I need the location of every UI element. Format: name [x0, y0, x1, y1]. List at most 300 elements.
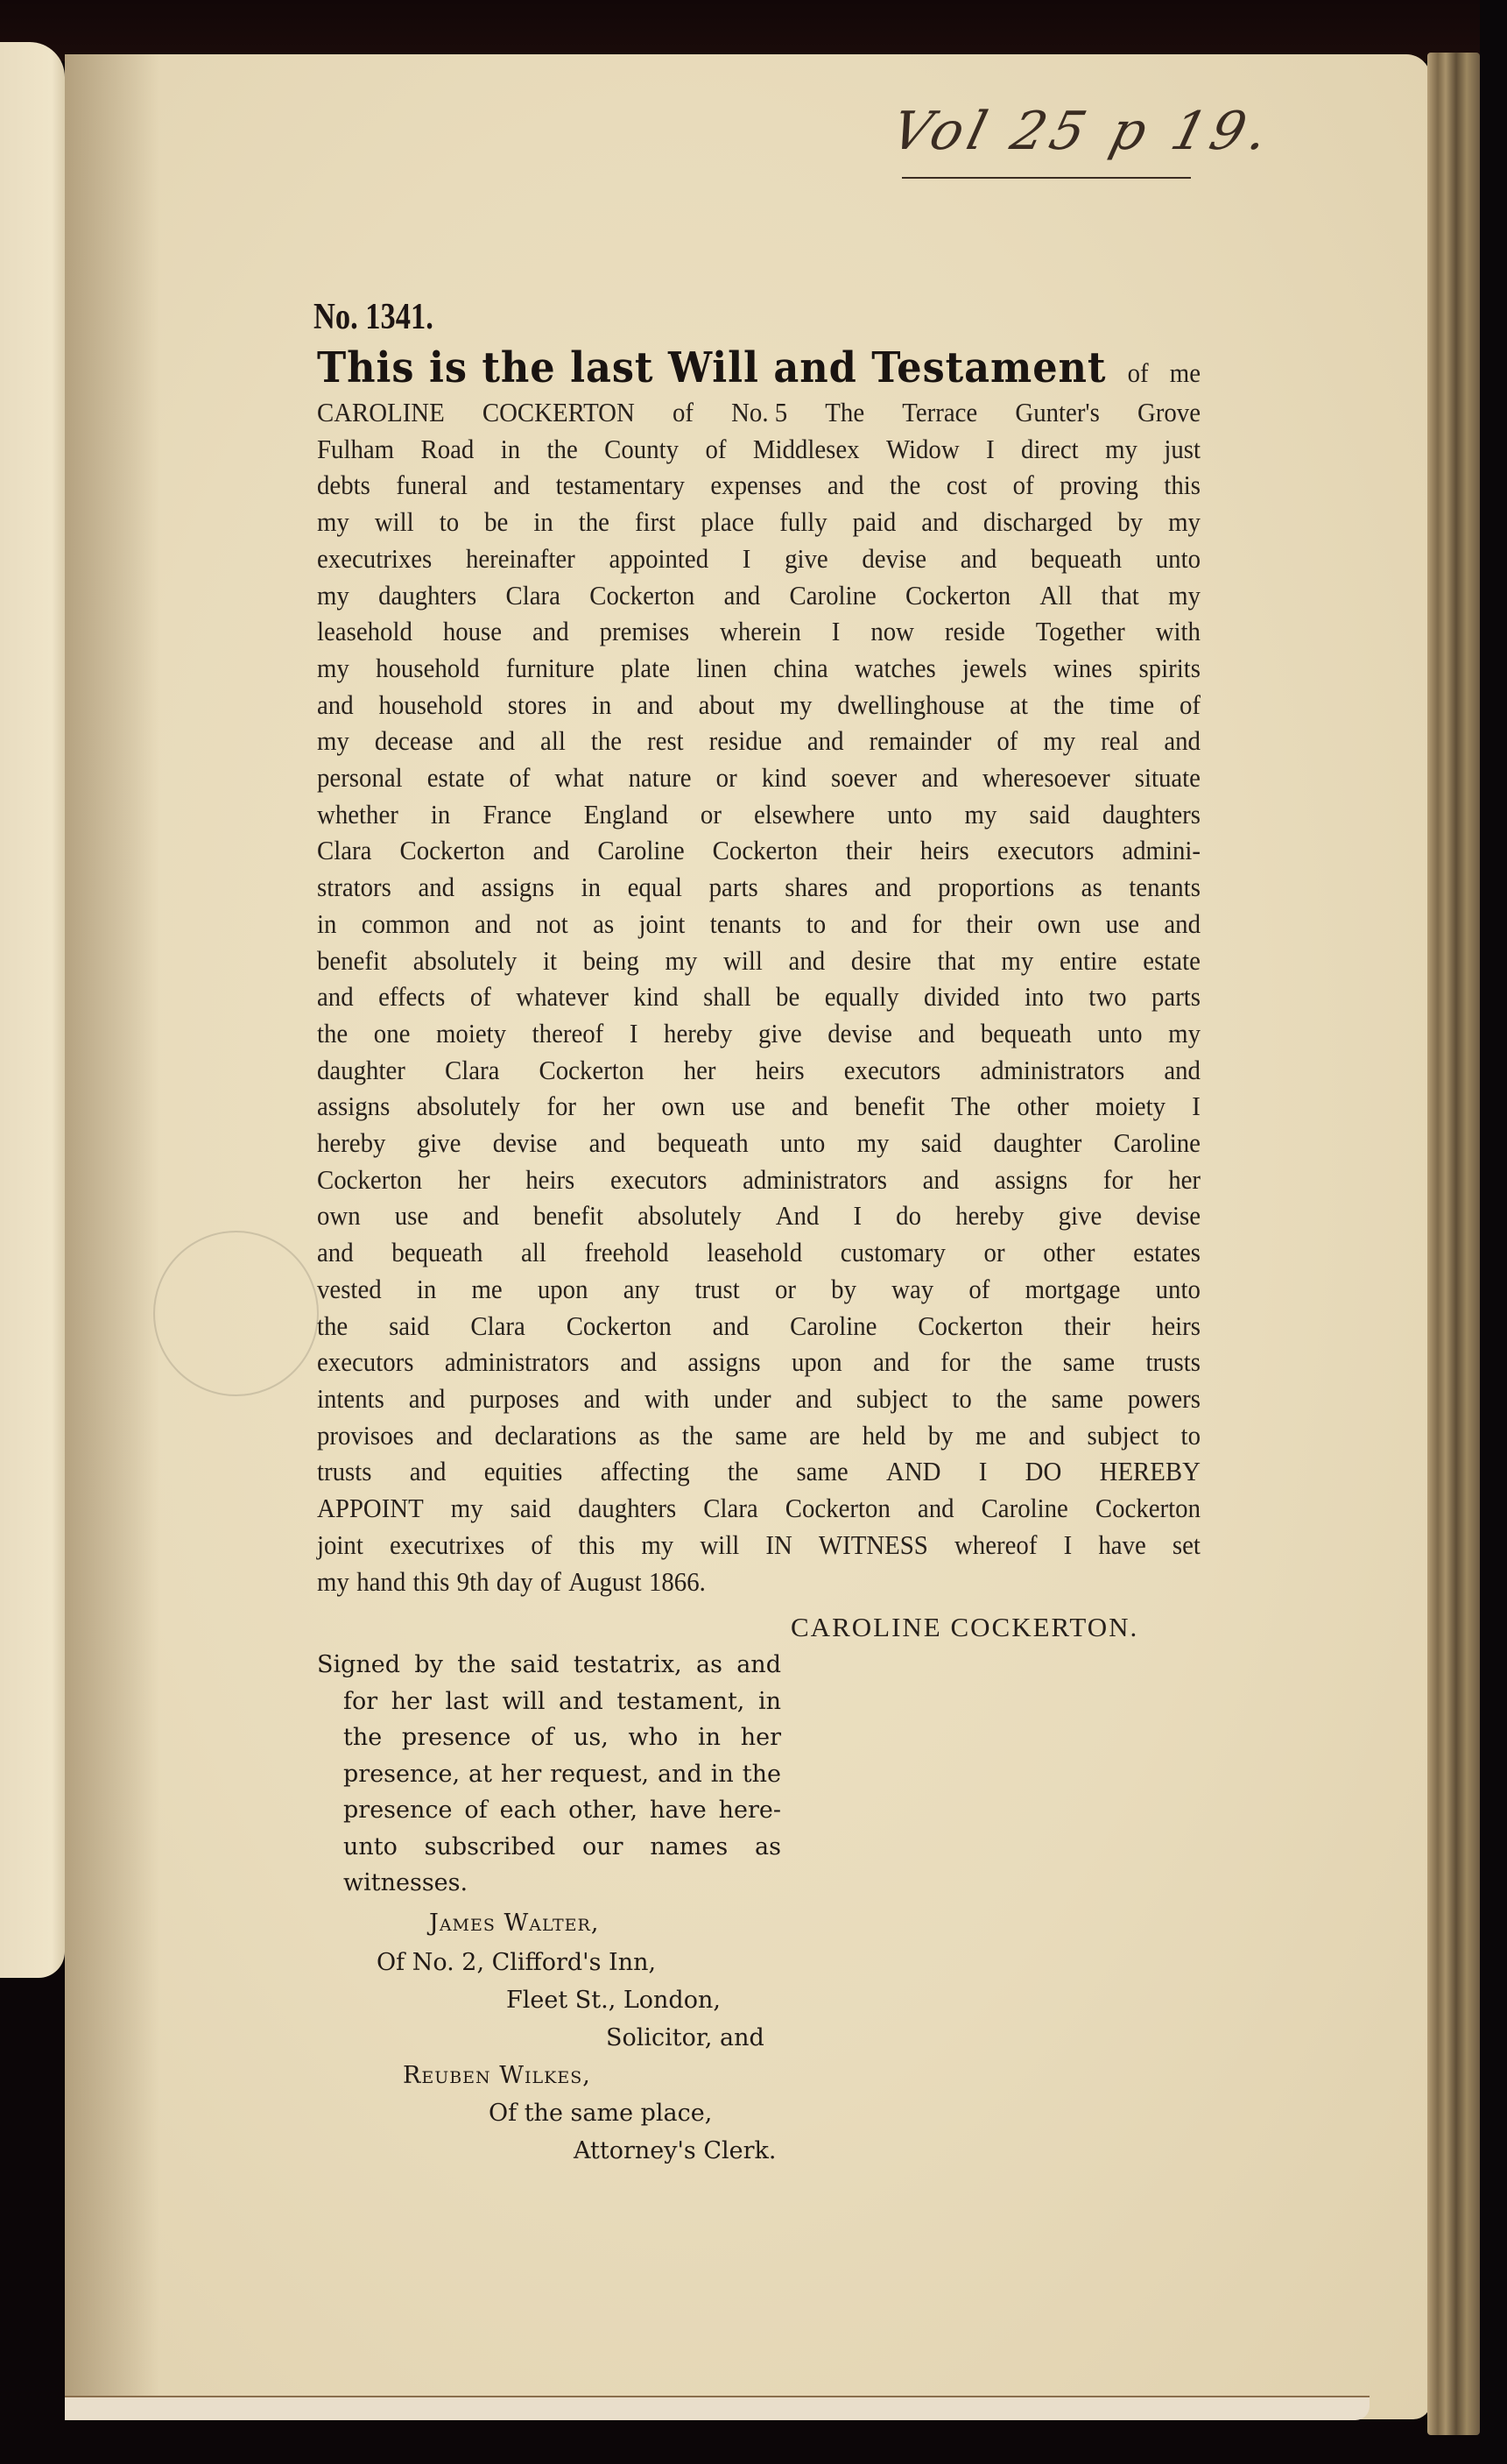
word: unto [887, 798, 933, 830]
word: at [1010, 688, 1028, 720]
word: trusts [1145, 1346, 1201, 1378]
book-binding-top [0, 0, 1507, 61]
word: and [478, 725, 516, 757]
word: paid [852, 506, 897, 538]
word: under [713, 1382, 771, 1414]
word: hereby [317, 1127, 386, 1159]
body-line [317, 1271, 1201, 1308]
word: do [896, 1200, 921, 1232]
word: of [539, 1565, 561, 1597]
word: own [661, 1091, 706, 1122]
word: I [853, 1200, 863, 1232]
word: the [1053, 688, 1085, 720]
word: Cockerton [1095, 1493, 1201, 1524]
word: for [1102, 1163, 1133, 1195]
word: held [862, 1419, 906, 1451]
word: and [588, 1127, 626, 1159]
word: her [740, 1724, 781, 1751]
word: direct [1021, 433, 1079, 464]
word: executors [843, 1054, 941, 1085]
witness-address-line: Fleet St., London, [506, 1987, 721, 2014]
witness-address-line: Of the same place, [489, 2100, 713, 2127]
attestation-line [317, 1684, 781, 1720]
word: testamentary [555, 470, 685, 501]
word: of [672, 397, 694, 427]
body-lines [317, 394, 1201, 1599]
word: vested [317, 1273, 382, 1304]
title-line [317, 343, 1201, 394]
word: my [856, 1127, 890, 1159]
word: I [1192, 1091, 1201, 1122]
word: the [343, 1724, 383, 1751]
word: the [681, 1419, 714, 1451]
word: the [457, 1651, 496, 1678]
word: Cockerton [539, 1054, 644, 1085]
attestation-line [317, 1792, 781, 1829]
word: way [891, 1273, 934, 1304]
body-line [317, 1015, 1201, 1052]
word: for [343, 1687, 378, 1715]
word: each [499, 1797, 557, 1824]
word: and [788, 944, 826, 976]
word: wines [1053, 652, 1113, 683]
word: APPOINT [317, 1493, 424, 1524]
word: assigns [481, 872, 554, 903]
word: her [391, 1687, 432, 1715]
word: daughters [1102, 798, 1201, 830]
word: common [361, 907, 450, 939]
word: Together [1035, 616, 1125, 647]
word: unto [1155, 542, 1201, 574]
word: and [475, 907, 511, 939]
word: time [1109, 688, 1155, 720]
word: all [521, 1237, 546, 1268]
word: my [317, 506, 349, 538]
word: and [317, 1237, 354, 1268]
word: wherein [720, 616, 801, 647]
word: devise [862, 542, 927, 574]
body-line [317, 832, 1201, 869]
word: equally [824, 981, 899, 1013]
word: same [1062, 1346, 1116, 1378]
word: watches [854, 652, 936, 683]
word: declarations [494, 1419, 617, 1451]
word: and [850, 907, 888, 939]
word: give [417, 1127, 461, 1159]
word: will [502, 1687, 546, 1715]
word: Clara [444, 1054, 500, 1085]
word: not [535, 907, 568, 939]
word: absolutely [416, 1091, 521, 1122]
word: her [457, 1163, 490, 1195]
word: and [918, 1017, 955, 1048]
word: or [700, 798, 722, 830]
word: Clara [317, 835, 372, 866]
word: two [1088, 981, 1127, 1013]
witness-address-line: Of No. 2, Clifford's Inn, [377, 1949, 657, 1976]
word: I [1063, 1529, 1073, 1560]
word: linen [696, 652, 747, 683]
word: in [416, 1273, 437, 1304]
word: bequeath [657, 1127, 749, 1159]
word: and [409, 1456, 447, 1487]
word: and [317, 688, 354, 720]
word: for [912, 907, 942, 939]
word: proving [1060, 470, 1138, 501]
word: day [496, 1565, 533, 1597]
word: this [1164, 470, 1201, 501]
word: of [1012, 470, 1034, 501]
word: their [845, 835, 892, 866]
faint-stamp [153, 1231, 319, 1396]
attestation-line [317, 1647, 781, 1684]
word: subject [856, 1382, 928, 1414]
word: the [578, 506, 609, 538]
word: joint [638, 907, 686, 939]
word: place [701, 506, 755, 538]
word: equities [483, 1456, 563, 1487]
word: what [554, 762, 604, 794]
word: assigns [317, 1091, 391, 1122]
word: bequeath [391, 1237, 483, 1268]
word: as [1081, 872, 1102, 903]
word: hand [356, 1565, 406, 1597]
word: Caroline [597, 835, 685, 866]
word: and [317, 981, 354, 1013]
word: The [825, 397, 865, 427]
word: have [1098, 1529, 1146, 1560]
word: into [1024, 981, 1064, 1013]
word: said [510, 1651, 560, 1678]
word: china [773, 652, 828, 683]
word: have [649, 1797, 707, 1824]
word: strators [317, 872, 391, 903]
word: heirs [755, 1054, 805, 1085]
word: her [500, 1760, 542, 1788]
entry-number: No. 1341. [313, 297, 433, 337]
word: unto [779, 1127, 826, 1159]
word: I [742, 542, 751, 574]
word: my [964, 798, 997, 830]
word: hereinafter [465, 542, 575, 574]
word: daughters [378, 579, 477, 611]
word: provisoes [317, 1419, 414, 1451]
word: Clara [505, 579, 560, 611]
word: nature [628, 762, 692, 794]
word: said [1029, 798, 1070, 830]
word: discharged [982, 506, 1093, 538]
word: absolutely [637, 1200, 742, 1232]
word: estate [426, 762, 485, 794]
body-line [317, 650, 1201, 687]
word: that [937, 944, 975, 976]
body-line [317, 613, 1201, 650]
word: Caroline [789, 579, 877, 611]
body-line [317, 1527, 1201, 1564]
word: leasehold [707, 1237, 803, 1268]
word: unto [343, 1832, 398, 1860]
word: here- [718, 1797, 781, 1824]
attestation-line [317, 1756, 781, 1793]
body-line [317, 1161, 1201, 1198]
word: desire [850, 944, 912, 976]
word: same [1051, 1382, 1103, 1414]
word: this [412, 1565, 450, 1597]
body-line [317, 577, 1201, 614]
word: admini- [1122, 835, 1201, 866]
word: executrixes [317, 542, 433, 574]
word: my [317, 579, 349, 611]
word: the [1001, 1346, 1032, 1378]
word: and [874, 872, 912, 903]
word: the [546, 433, 578, 464]
attestation-clause [317, 1647, 781, 1902]
word: now [870, 616, 914, 647]
word: executrixes [390, 1529, 505, 1560]
word: with [644, 1382, 690, 1414]
word: furniture [505, 652, 595, 683]
word: and [637, 688, 673, 720]
word: and [921, 506, 958, 538]
word: household [378, 688, 482, 720]
word: to [952, 1382, 972, 1414]
word: will [722, 944, 763, 976]
word: same [796, 1456, 849, 1487]
word: dwellinghouse [837, 688, 985, 720]
word: expenses [710, 470, 802, 501]
word: said [389, 1310, 430, 1341]
word: bequeath [980, 1017, 1072, 1048]
body-line [317, 1564, 1201, 1600]
word: to [806, 907, 827, 939]
word: by [927, 1419, 954, 1451]
body-line [317, 1344, 1201, 1380]
word: subscribed [424, 1832, 556, 1860]
word: my [317, 725, 349, 757]
word: England [583, 798, 668, 830]
word: decease [374, 725, 454, 757]
title-tail-word: of [1127, 357, 1149, 388]
word: moiety [435, 1017, 507, 1048]
body-line [317, 906, 1201, 943]
word: daughter [993, 1127, 1082, 1159]
word: executors [317, 1346, 414, 1378]
word: administrators [980, 1054, 1125, 1085]
word: of [464, 1797, 488, 1824]
word: her [1168, 1163, 1201, 1195]
word: remainder [869, 725, 972, 757]
word: Grove [1137, 397, 1201, 427]
word: presence [401, 1724, 511, 1751]
word: me [471, 1273, 503, 1304]
word: Widow [885, 433, 960, 464]
word: moiety [1095, 1091, 1166, 1122]
word: of [705, 433, 727, 464]
word: it [542, 944, 557, 976]
word: jewels [962, 652, 1027, 683]
word: of [1179, 688, 1201, 720]
word: benefit [532, 1200, 604, 1232]
handwritten-reference: Vol 25 p 19. [885, 101, 1280, 162]
book-cover-edge [1480, 0, 1507, 2464]
word: CAROLINE [317, 397, 445, 427]
word: Cockerton [566, 1310, 672, 1341]
reference-underline [902, 177, 1191, 179]
word: premises [599, 616, 690, 647]
word: rest [647, 725, 684, 757]
word: of [968, 1273, 990, 1304]
word: at [468, 1760, 492, 1788]
body-line [317, 869, 1201, 906]
word: and [408, 1382, 446, 1414]
body-line [317, 1125, 1201, 1161]
word: 9th [456, 1565, 489, 1597]
word: in [757, 1687, 781, 1715]
word: August [568, 1565, 642, 1597]
word: and [1028, 1419, 1066, 1451]
word: said [920, 1127, 962, 1159]
word: to [1180, 1419, 1201, 1451]
word: in [317, 907, 337, 939]
word: and [462, 1200, 499, 1232]
word: her [683, 1054, 716, 1085]
word: and [736, 1651, 781, 1678]
word: Signed [317, 1651, 401, 1678]
word: and [1164, 725, 1201, 757]
word: said [510, 1493, 552, 1524]
word: leasehold [317, 616, 412, 647]
word: 1866. [648, 1565, 706, 1597]
word: I [831, 616, 841, 647]
word: in [430, 798, 451, 830]
body-line [317, 431, 1201, 468]
word: I [986, 433, 995, 464]
word: presence [343, 1797, 453, 1824]
word: other [1017, 1091, 1069, 1122]
word: for [940, 1346, 970, 1378]
body-line [317, 1380, 1201, 1417]
word: other, [568, 1797, 638, 1824]
word: stores [507, 688, 567, 720]
word: in [533, 506, 553, 538]
word: with [1155, 616, 1201, 647]
word: same [735, 1419, 787, 1451]
word: and [827, 470, 864, 501]
word: Cockerton [918, 1310, 1024, 1341]
word: household [376, 652, 480, 683]
body-line [317, 1417, 1201, 1454]
word: wheresoever [982, 762, 1110, 794]
word: daughters [578, 1493, 677, 1524]
word: and [532, 835, 570, 866]
word: devise [827, 1017, 892, 1048]
word: and [922, 1163, 960, 1195]
word: this [578, 1529, 616, 1560]
word: benefit [317, 944, 388, 976]
will-body [317, 343, 1201, 1599]
word: benefit [854, 1091, 926, 1122]
word: effects [378, 981, 446, 1013]
word: my [641, 1529, 674, 1560]
word: heirs [525, 1163, 575, 1195]
word: one [373, 1017, 411, 1048]
page-bottom-edge [65, 2396, 1370, 2420]
word: in [591, 688, 612, 720]
word: parts [708, 872, 758, 903]
word: IN [765, 1529, 792, 1560]
word: executors [609, 1163, 708, 1195]
body-line [317, 1088, 1201, 1125]
word: and [960, 542, 997, 574]
word: names [650, 1832, 729, 1860]
word: and [712, 1310, 750, 1341]
word: are [809, 1419, 841, 1451]
word: freehold [584, 1237, 669, 1268]
title-tail-word: me [1169, 357, 1201, 388]
word: own [1037, 907, 1081, 939]
word: situate [1134, 762, 1201, 794]
body-line [317, 759, 1201, 796]
word: intents [317, 1382, 384, 1414]
gutter-shadow [65, 54, 159, 2419]
word: and [873, 1346, 910, 1378]
word: me [975, 1419, 1007, 1451]
word: the [890, 470, 921, 501]
word: parts [1151, 981, 1201, 1013]
word: Road [420, 433, 475, 464]
word: by [414, 1651, 443, 1678]
word: and [1164, 907, 1201, 939]
body-line [317, 394, 1201, 431]
word: in [581, 872, 602, 903]
word: of [469, 981, 491, 1013]
word: my [1168, 579, 1201, 611]
word: divided [924, 981, 1000, 1013]
word: County [604, 433, 680, 464]
word: house [442, 616, 503, 647]
word: first [634, 506, 676, 538]
word: being [582, 944, 639, 976]
word: daughter [317, 1054, 405, 1085]
facing-page-edge [0, 42, 65, 1978]
word: as [755, 1832, 781, 1860]
word: and [1164, 1054, 1201, 1085]
word: to [439, 506, 460, 538]
word: I [978, 1456, 988, 1487]
word: Gunter's [1015, 397, 1100, 427]
word: equal [627, 872, 683, 903]
word: testatrix, [573, 1651, 682, 1678]
word: Cockerton [317, 1163, 423, 1195]
word: The [951, 1091, 991, 1122]
word: reside [944, 616, 1005, 647]
body-line [317, 796, 1201, 833]
word: testament, [616, 1687, 745, 1715]
word: my [779, 688, 813, 720]
word: and [806, 725, 844, 757]
word: Cockerton [399, 835, 505, 866]
word: powers [1127, 1382, 1201, 1414]
word: heirs [919, 835, 969, 866]
body-line [317, 1490, 1201, 1527]
word: Cockerton [785, 1493, 891, 1524]
body-line [317, 1052, 1201, 1089]
body-line [317, 723, 1201, 759]
word: and [792, 1091, 828, 1122]
word: my [1168, 1017, 1201, 1048]
word: my [665, 944, 698, 976]
word: other [1043, 1237, 1095, 1268]
